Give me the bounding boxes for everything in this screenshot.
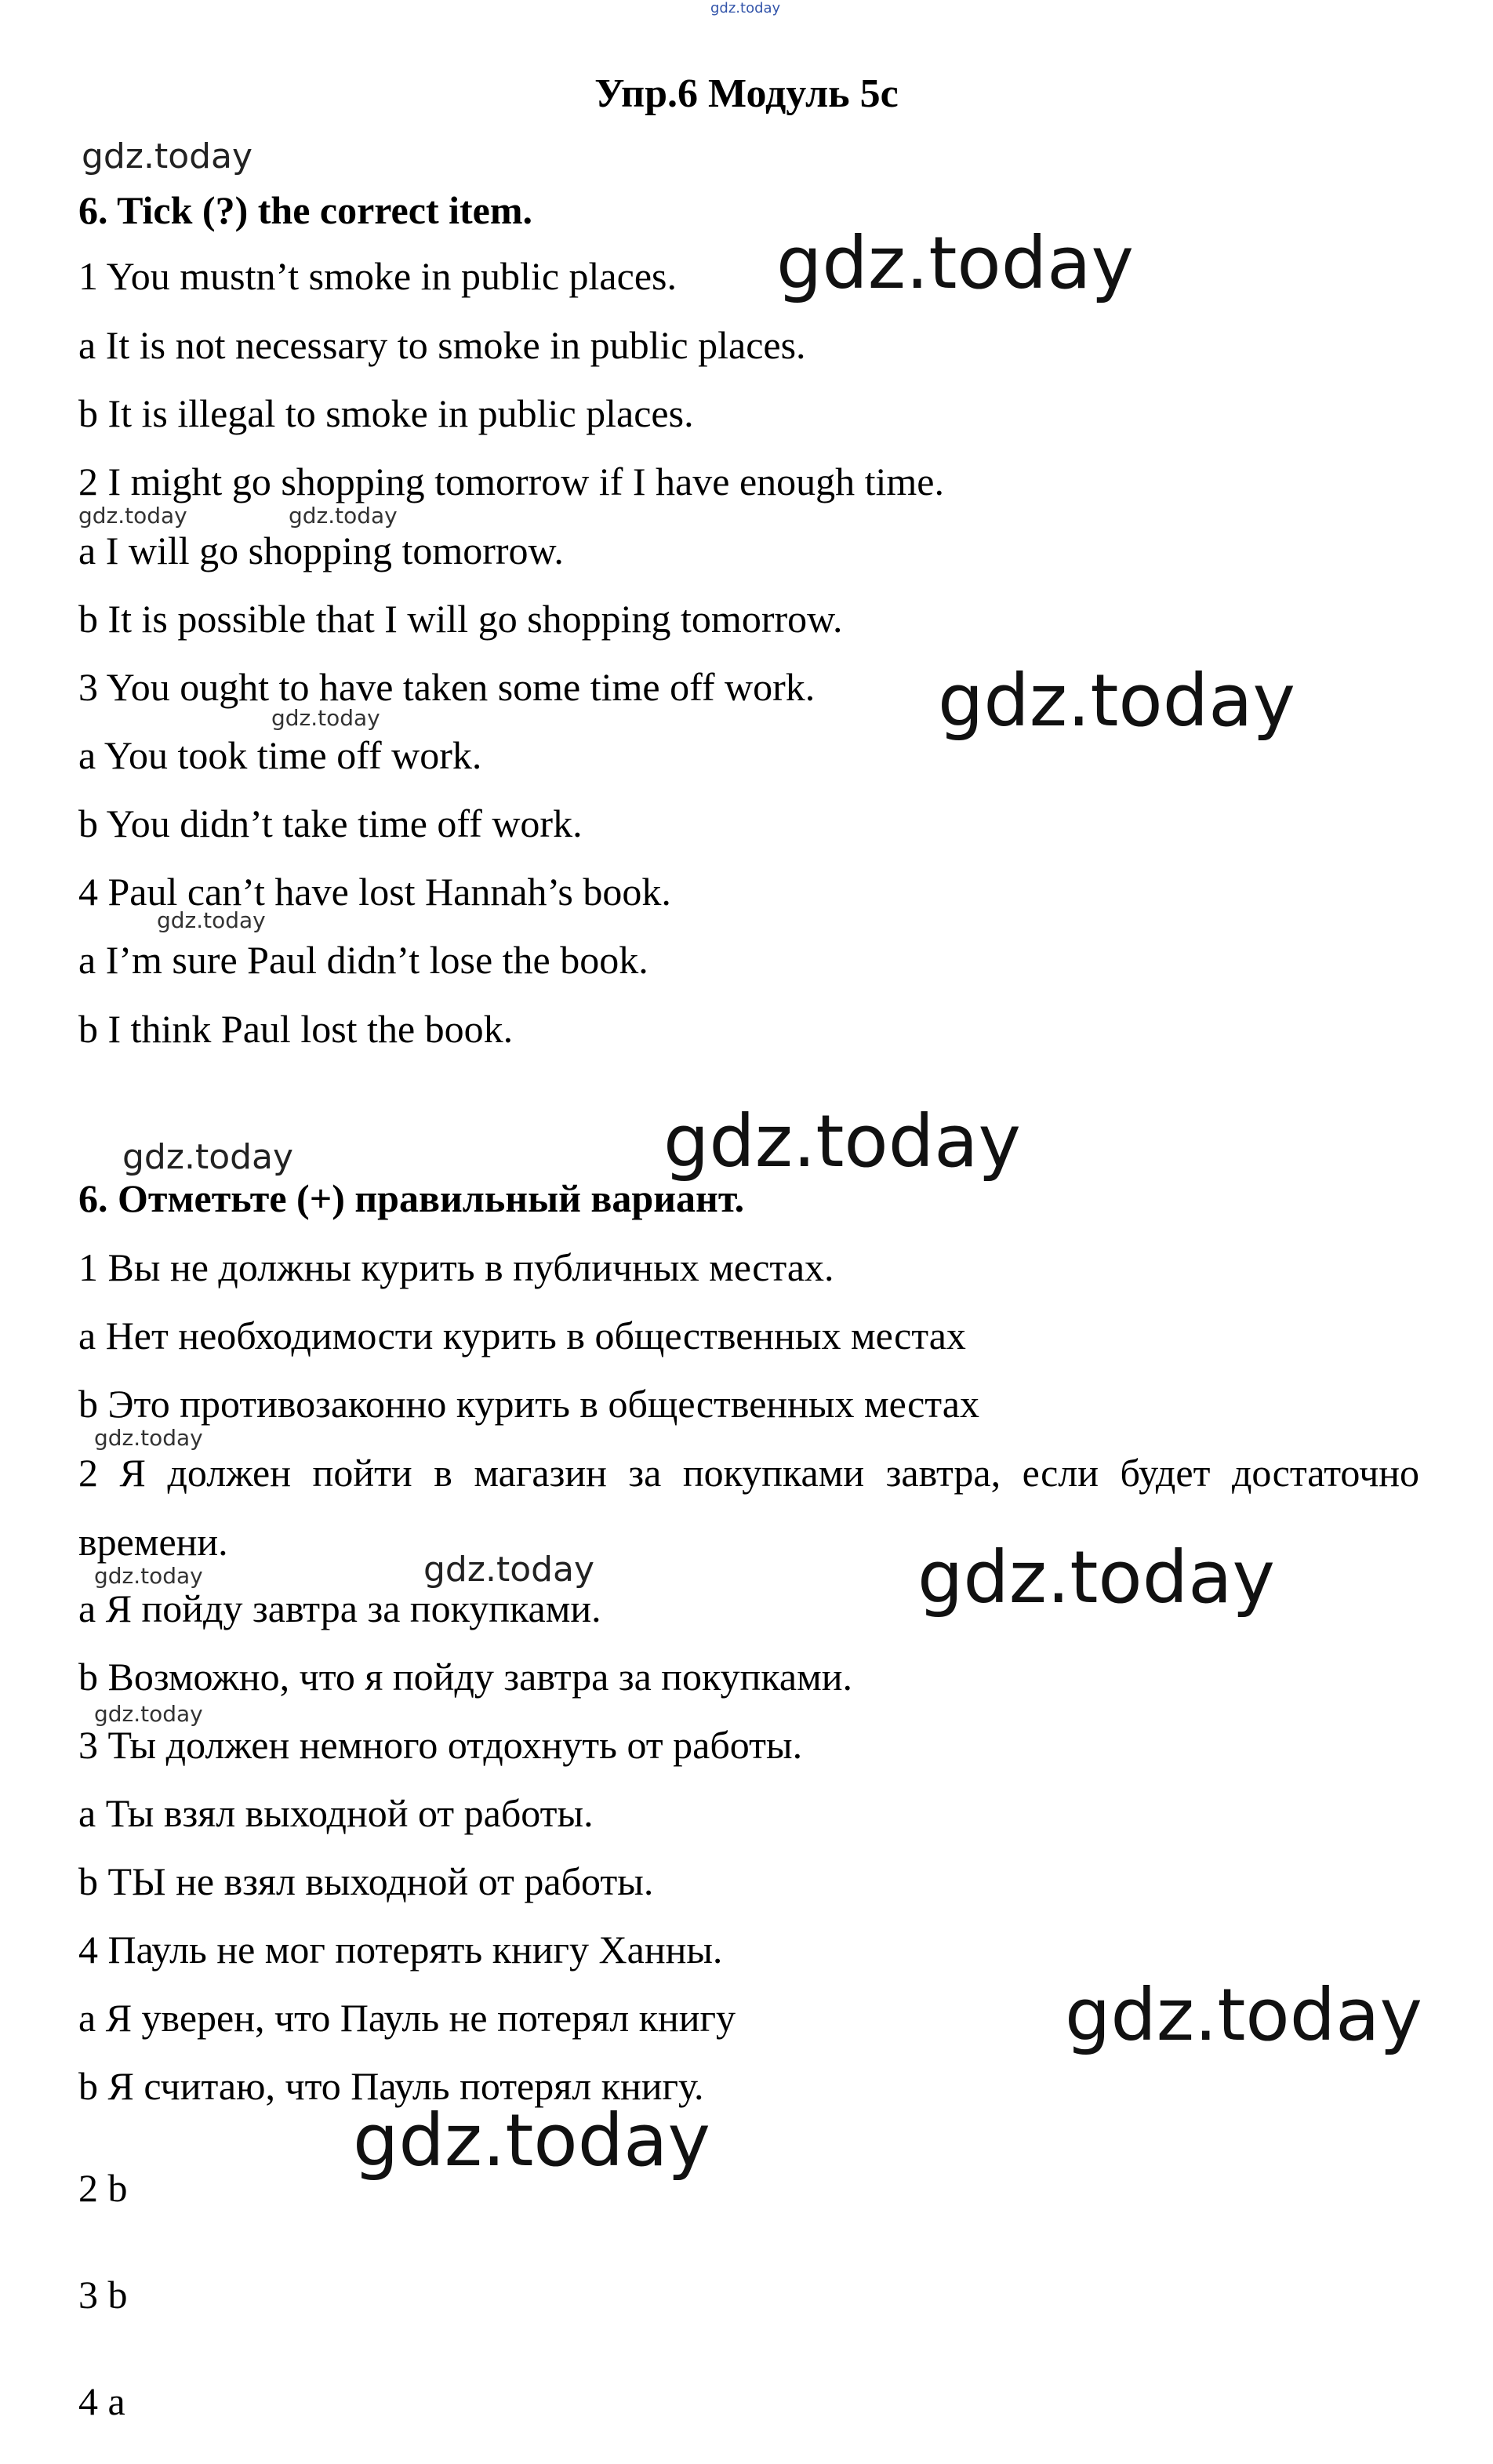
watermark: gdz.today: [271, 705, 380, 731]
watermark: gdz.today: [353, 2099, 710, 2182]
english-line: a It is not necessary to smoke in public places.: [78, 323, 806, 367]
russian-line: b Это противозаконно курить в общественных местах: [78, 1382, 979, 1426]
russian-line: 3 Ты должен немного отдохнуть от работы.: [78, 1723, 803, 1767]
russian-line-wrapped: 2 Я должен пойти в магазин за покупками завтра, если будет достаточно времени.: [78, 1451, 1419, 1564]
watermark: gdz.today: [94, 1563, 203, 1589]
header-watermark: gdz.today: [710, 0, 781, 16]
english-line: a I’m sure Paul didn’t lose the book.: [78, 938, 648, 982]
english-line: b I think Paul lost the book.: [78, 1007, 514, 1051]
russian-line: b ТЫ не взял выходной от работы.: [78, 1859, 654, 1903]
english-line: 4 Paul can’t have lost Hannah’s book.: [78, 870, 671, 914]
watermark: gdz.today: [776, 221, 1134, 305]
watermark: gdz.today: [1065, 1973, 1422, 2057]
russian-line: b Возможно, что я пойду завтра за покупками.: [78, 1655, 853, 1699]
watermark: gdz.today: [94, 1701, 203, 1727]
english-line: b It is illegal to smoke in public places.: [78, 391, 694, 435]
watermark: gdz.today: [157, 907, 266, 933]
watermark: gdz.today: [78, 503, 187, 529]
english-line: a You took time off work.: [78, 733, 482, 777]
russian-line: a Я уверен, что Пауль не потерял книгу: [78, 1996, 736, 2040]
watermark: gdz.today: [938, 659, 1295, 743]
watermark: gdz.today: [423, 1550, 595, 1590]
english-line: 1 You mustn’t smoke in public places.: [78, 254, 677, 298]
english-line: a I will go shopping tomorrow.: [78, 529, 564, 572]
russian-line: b Я считаю, что Пауль потерял книгу.: [78, 2064, 704, 2108]
russian-line: a Ты взял выходной от работы.: [78, 1791, 594, 1835]
russian-line: a Я пойду завтра за покупками.: [78, 1586, 601, 1630]
russian-line: 4 Пауль не мог потерять книгу Ханны.: [78, 1928, 723, 1972]
english-line: b You didn’t take time off work.: [78, 801, 583, 845]
answer-line: 4 a: [78, 2379, 125, 2423]
russian-line: a Нет необходимости курить в общественных местах: [78, 1314, 966, 1357]
english-line: b It is possible that I will go shopping tomorrow.: [78, 597, 843, 641]
watermark: gdz.today: [663, 1099, 1021, 1183]
english-line: 3 You ought to have taken some time off work.: [78, 665, 816, 709]
watermark: gdz.today: [917, 1535, 1275, 1619]
watermark: gdz.today: [82, 136, 253, 176]
answer-line: 3 b: [78, 2273, 128, 2317]
english-line: 2 I might go shopping tomorrow if I have enough time.: [78, 460, 945, 503]
russian-line: 1 Вы не должны курить в публичных местах.: [78, 1245, 834, 1289]
watermark: gdz.today: [94, 1425, 203, 1451]
answer-line: 2 b: [78, 2166, 128, 2210]
page-title: Упр.6 Модуль 5c: [594, 71, 899, 116]
russian-heading: 6. Отметьте (+) правильный вариант.: [78, 1176, 745, 1220]
watermark: gdz.today: [289, 503, 398, 529]
english-heading: 6. Tick (?) the correct item.: [78, 188, 532, 232]
watermark: gdz.today: [122, 1137, 294, 1177]
